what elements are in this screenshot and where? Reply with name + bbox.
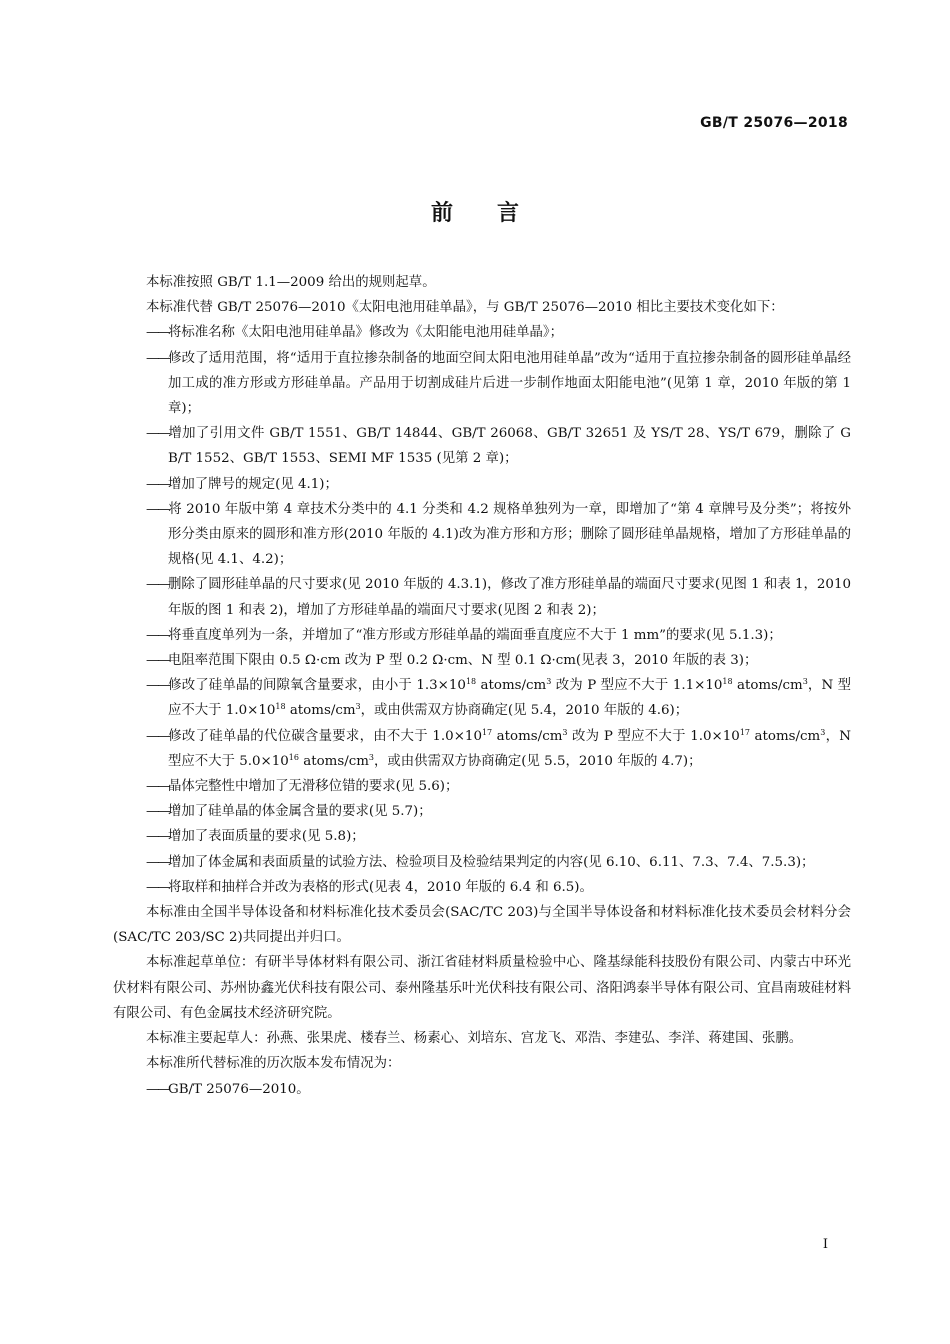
dash-marker: —— (146, 653, 169, 669)
change-item (113, 346, 851, 422)
superscript: 3 (802, 677, 808, 687)
dash-marker: —— (146, 728, 169, 744)
change-text: 增加了表面质量的要求(见 5.8)； (168, 829, 365, 845)
paragraph-drafting-rules: 本标准按照 GB/T 1.1—2009 给出的规则起草。 (146, 275, 436, 290)
superscript: 3 (355, 702, 361, 712)
text-segment: ，N 型应不大于 1.0×10 (168, 678, 851, 719)
change-item (113, 648, 851, 673)
page-number: I (822, 1237, 828, 1252)
superscript: 3 (546, 677, 552, 687)
dash-marker: —— (146, 879, 169, 895)
dash-marker: —— (146, 829, 169, 845)
dash-marker: —— (146, 325, 169, 341)
text-segment: atoms/cm (732, 678, 803, 694)
paragraph-replaces: 本标准代替 GB/T 25076—2010《太阳电池用硅单晶》，与 GB/T 25076—2010 相比主要技术变化如下： (146, 300, 784, 316)
history-text: GB/T 25076—2010。 (168, 1081, 310, 1097)
text-segment: atoms/cm (298, 753, 369, 769)
text-segment: atoms/cm (492, 728, 563, 744)
paragraph-proposer: 本标准由全国半导体设备和材料标准化技术委员会(SAC/TC 203)与全国半导体设备和材料标准化技术委员会材料分会(SAC/TC 203/SC 2)共同提出并归口。 (113, 905, 851, 946)
text-segment: ，或由供需双方协商确定(见 5.4，2010 年版的 4.6)； (360, 703, 689, 719)
dash-marker: —— (146, 678, 169, 694)
change-text: 电阻率范围下限由 0.5 Ω·cm 改为 P 型 0.2 Ω·cm、N 型 0.1 Ω·cm(见表 3，2010 年版的表 3)； (168, 653, 758, 669)
paragraph-history: 本标准所代替标准的历次版本发布情况为： (146, 1056, 401, 1072)
history-item (113, 1077, 851, 1102)
dash-marker: —— (146, 426, 169, 442)
document-body (113, 270, 851, 1102)
change-item (113, 497, 851, 573)
change-text: 增加了引用文件 GB/T 1551、GB/T 14844、GB/T 26068、GB/T 32651 及 YS/T 28、YS/T 679，删除了 GB/T 1552、GB/T 1553、SEMI MF 1535 (见第 2 章)； (168, 426, 851, 467)
change-text: 增加了硅单晶的体金属含量的要求(见 5.7)； (168, 804, 432, 820)
change-text: 将取样和抽样合并改为表格的形式(见表 4，2010 年版的 6.4 和 6.5)。 (168, 879, 593, 895)
superscript: 3 (820, 727, 826, 737)
dash-marker: —— (146, 577, 169, 593)
text-segment: 改为 P 型应不大于 1.0×10 (567, 728, 740, 744)
dash-marker: —— (146, 1081, 169, 1097)
text-segment: atoms/cm (750, 728, 821, 744)
text-segment: 修改了硅单晶的间隙氧含量要求，由小于 1.3×10 (168, 678, 466, 694)
change-text: 将 2010 年版中第 4 章技术分类中的 4.1 分类和 4.2 规格单独列为一章，即增加了“第 4 章牌号及分类”；将按外形分类由原来的圆形和准方形(2010 年版的 4.1)改为准方形和方形；删除了圆形硅单晶规格，增加了方形硅单晶的规格(见 4.1、4.2)； (168, 501, 851, 568)
superscript: 17 (481, 727, 493, 737)
dash-marker: —— (146, 476, 169, 492)
text-segment: 修改了硅单晶的代位碳含量要求，由不大于 1.0×10 (168, 728, 482, 744)
superscript: 18 (465, 677, 477, 687)
superscript: 18 (275, 702, 286, 712)
text-segment: 改为 P 型应不大于 1.1×10 (551, 678, 723, 694)
change-item (113, 774, 851, 799)
superscript: 17 (739, 727, 750, 737)
change-text: 删除了圆形硅单晶的尺寸要求(见 2010 年版的 4.3.1)，修改了准方形硅单晶的端面尺寸要求(见图 1 和表 1，2010 年版的图 1 和表 2)，增加了方形硅单晶的端面尺寸要求(见图 2 和表 2)； (168, 577, 851, 618)
change-text: 增加了牌号的规定(见 4.1)； (168, 476, 338, 492)
text-segment: atoms/cm (476, 678, 547, 694)
change-text: 将垂直度单列为一条，并增加了“准方形或方形硅单晶的端面垂直度应不大于 1 mm”的要求(见 5.1.3)； (168, 627, 782, 643)
dash-marker: —— (146, 350, 169, 366)
paragraph-drafters: 本标准主要起草人：孙燕、张果虎、楼春兰、杨素心、刘培东、宫龙飞、邓浩、李建弘、李洋、蒋建国、张鹏。 (146, 1031, 803, 1047)
change-item (113, 572, 851, 622)
change-item (113, 320, 851, 345)
paragraph-drafting-units: 本标准起草单位：有研半导体材料有限公司、浙江省硅材料质量检验中心、隆基绿能科技股份有限公司、内蒙古中环光伏材料有限公司、苏州协鑫光伏科技有限公司、泰州隆基乐叶光伏科技有限公司、洛阳鸿泰半导体有限公司、宜昌南玻硅材料有限公司、有色金属技术经济研究院。 (113, 955, 851, 1021)
change-item-oxygen (113, 673, 851, 723)
dash-marker: —— (146, 627, 169, 643)
change-text: 晶体完整性中增加了无滑移位错的要求(见 5.6)； (168, 779, 459, 795)
change-text: 将标准名称《太阳电池用硅单晶》修改为《太阳能电池用硅单晶》； (168, 325, 564, 341)
change-item (113, 824, 851, 849)
change-item (113, 421, 851, 471)
change-text: 增加了体金属和表面质量的试验方法、检验项目及检验结果判定的内容(见 6.10、6.11、7.3、7.4、7.5.3)； (168, 854, 815, 870)
change-text: 修改了适用范围，将“适用于直拉掺杂制备的地面空间太阳电池用硅单晶”改为“适用于直拉掺杂制备的圆形硅单晶经加工成的准方形或方形硅单晶。产品用于切割成硅片后进一步制作地面太阳能电池”(见第 1 章，2010 年版的第 1 章)； (168, 350, 851, 417)
text-segment: ，N 型应不大于 5.0×10 (168, 728, 851, 769)
text-segment: atoms/cm (285, 703, 356, 719)
change-item-carbon (113, 724, 851, 774)
superscript: 16 (288, 752, 299, 762)
change-item (113, 875, 851, 900)
page-title: 前言 (430, 201, 563, 226)
superscript: 18 (722, 677, 733, 687)
change-item (113, 623, 851, 648)
change-item (113, 472, 851, 497)
change-item (113, 799, 851, 824)
dash-marker: —— (146, 501, 169, 517)
dash-marker: —— (146, 779, 169, 795)
dash-marker: —— (146, 854, 169, 870)
text-segment: ，或由供需双方协商确定(见 5.5，2010 年版的 4.7)； (374, 753, 702, 769)
dash-marker: —— (146, 804, 169, 820)
superscript: 3 (562, 727, 568, 737)
superscript: 3 (368, 752, 375, 762)
standard-code: GB/T 25076—2018 (700, 115, 848, 131)
change-item (113, 850, 851, 875)
